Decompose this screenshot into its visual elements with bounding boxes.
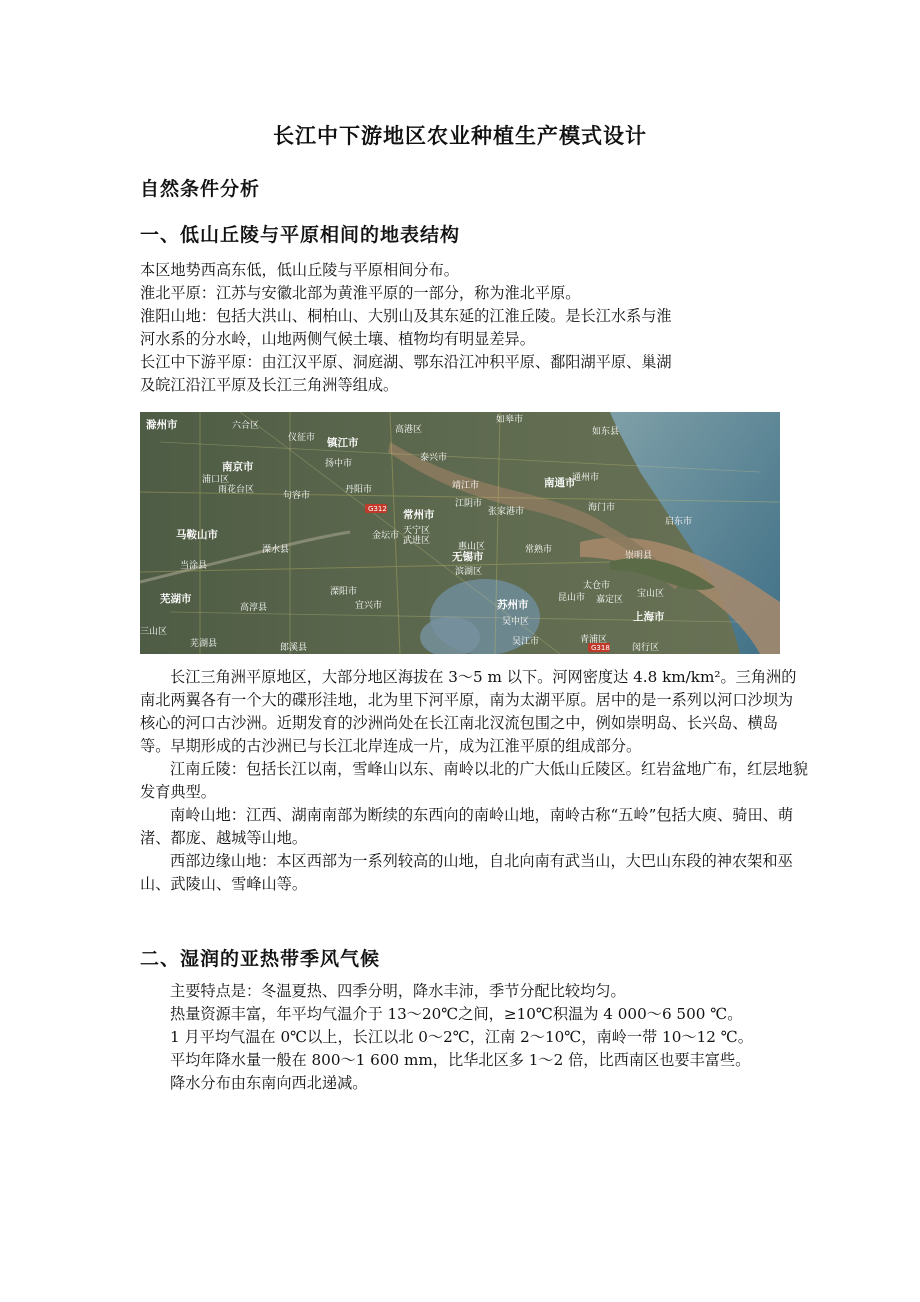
paragraph: 平均年降水量一般在 800～1 600 mm，比华北区多 1～2 倍，比西南区也要丰富些。 xyxy=(170,1051,751,1069)
city-label: 苏州市 xyxy=(497,599,529,611)
district-label: 如东县 xyxy=(592,427,620,437)
intro-line: 河水系的分水岭，山地两侧气候土壤、植物均有明显差异。 xyxy=(140,330,535,348)
district-label: 启东市 xyxy=(665,517,693,527)
intro-line: 本区地势西高东低，低山丘陵与平原相间分布。 xyxy=(140,261,459,279)
district-label: 昆山市 xyxy=(558,593,586,603)
district-label: 丹阳市 xyxy=(345,485,373,495)
district-label: 溧水县 xyxy=(262,545,290,555)
paragraph: 降水分布由东南向西北递减。 xyxy=(170,1074,368,1092)
district-label: 滨湖区 xyxy=(455,567,483,577)
city-label: 滁州市 xyxy=(146,419,178,431)
district-label: 吴江市 xyxy=(512,637,540,647)
part2-body xyxy=(140,980,796,1095)
district-label: 常熟市 xyxy=(525,545,553,555)
paragraph: 南岭山地：江西、湖南南部为断续的东西向的南岭山地，南岭古称“五岭”包括大庾、骑田、萌渚、都庞、越城等山地。 xyxy=(140,806,794,847)
district-label: 通州市 xyxy=(572,473,600,483)
district-label: 句容市 xyxy=(283,491,311,501)
intro-line: 淮阳山地：包括大洪山、桐柏山、大别山及其东延的江淮丘陵。是长江水系与淮 xyxy=(140,307,672,325)
district-label: 金坛市 xyxy=(372,531,400,541)
district-label: 泰兴市 xyxy=(420,453,448,463)
city-label: 马鞍山市 xyxy=(176,529,218,541)
city-label: 镇江市 xyxy=(327,437,359,449)
paragraph: 西部边缘山地：本区西部为一系列较高的山地，自北向南有武当山，大巴山东段的神农架和巫山、武陵山、雪峰山等。 xyxy=(140,852,793,893)
district-label: 宝山区 xyxy=(637,589,665,599)
district-label: 雨花台区 xyxy=(218,485,255,495)
city-label: 常州市 xyxy=(403,509,435,521)
city-label: 南通市 xyxy=(544,477,576,489)
intro-line: 淮北平原：江苏与安徽北部为黄淮平原的一部分，称为淮北平原。 xyxy=(140,284,581,302)
district-label: 芜湖县 xyxy=(190,639,218,649)
district-label: 郎溪县 xyxy=(280,643,308,653)
part2-heading: 二、湿润的亚热带季风气候 xyxy=(140,948,381,970)
district-label: 三山区 xyxy=(140,627,168,637)
district-label: 扬中市 xyxy=(325,459,353,469)
district-label: 崇明县 xyxy=(625,551,653,561)
intro-line: 长江中下游平原：由江汉平原、洞庭湖、鄂东沿江冲积平原、鄱阳湖平原、巢湖 xyxy=(140,353,672,371)
paragraph: 江南丘陵：包括长江以南，雪峰山以东、南岭以北的广大低山丘陵区。红岩盆地广布，红层地貌发育典型。 xyxy=(140,760,808,801)
district-label: 六合区 xyxy=(232,421,260,431)
district-label: 太仓市 xyxy=(583,581,611,591)
district-label: 溧阳市 xyxy=(330,587,358,597)
district-label: 浦口区 xyxy=(202,475,230,485)
district-label: 吴中区 xyxy=(502,617,530,627)
city-label: 南京市 xyxy=(222,461,254,473)
district-label: 闵行区 xyxy=(632,643,660,653)
paragraph: 热量资源丰富，年平均气温介于 13～20℃之间，≥10℃积温为 4 000～6 500 ℃。 xyxy=(170,1005,743,1023)
city-label: 无锡市 xyxy=(452,551,484,563)
district-label: 当涂县 xyxy=(180,561,208,571)
district-label: 青浦区 xyxy=(580,635,608,645)
part1-intro xyxy=(140,259,790,397)
district-label: 张家港市 xyxy=(488,507,525,517)
district-label: 武进区 xyxy=(403,536,431,546)
city-label: 芜湖市 xyxy=(160,593,192,605)
district-label: 仪征市 xyxy=(288,433,316,443)
map-graphic xyxy=(140,412,780,654)
district-label: 惠山区 xyxy=(458,542,486,552)
road-tag: G318 xyxy=(591,644,610,652)
district-label: 嘉定区 xyxy=(596,595,624,605)
paragraph: 1 月平均气温在 0℃以上，长江以北 0～2℃，江南 2～10℃，南岭一带 10～12 ℃。 xyxy=(170,1028,753,1046)
district-label: 江阴市 xyxy=(455,499,483,509)
paragraph: 长江三角洲平原地区，大部分地区海拔在 3～5 m 以下。河网密度达 4.8 km/km²。三角洲的南北两翼各有一个大的碟形洼地，北为里下河平原，南为太湖平原。居中的是一系列以河口沙坝为核心的河口古沙洲。近期发育的沙洲尚处在长江南北汊流包围之中，例如崇明岛、长兴岛、横岛等。早期形成的古沙洲已与长江北岸连成一片，成为江淮平原的组成部分。 xyxy=(140,668,797,755)
district-label: 高港区 xyxy=(395,425,423,435)
city-label: 上海市 xyxy=(633,611,665,623)
paragraph: 主要特点是：冬温夏热、四季分明，降水丰沛，季节分配比较均匀。 xyxy=(170,982,626,1000)
district-label: 高淳县 xyxy=(240,603,268,613)
part1-body xyxy=(140,666,808,896)
intro-line: 及皖江沿江平原及长江三角洲等组成。 xyxy=(140,376,399,394)
district-label: 靖江市 xyxy=(452,481,480,491)
document-title: 长江中下游地区农业种植生产模式设计 xyxy=(273,124,647,148)
district-label: 海门市 xyxy=(588,503,616,513)
district-label: 天宁区 xyxy=(403,526,431,536)
district-label: 宜兴市 xyxy=(355,601,383,611)
section-heading: 自然条件分析 xyxy=(140,178,261,200)
district-label: 如皋市 xyxy=(496,415,524,425)
road-tag: G312 xyxy=(368,505,387,513)
yangtze-delta-satellite-map xyxy=(140,412,780,654)
part1-heading: 一、低山丘陵与平原相间的地表结构 xyxy=(140,224,461,246)
